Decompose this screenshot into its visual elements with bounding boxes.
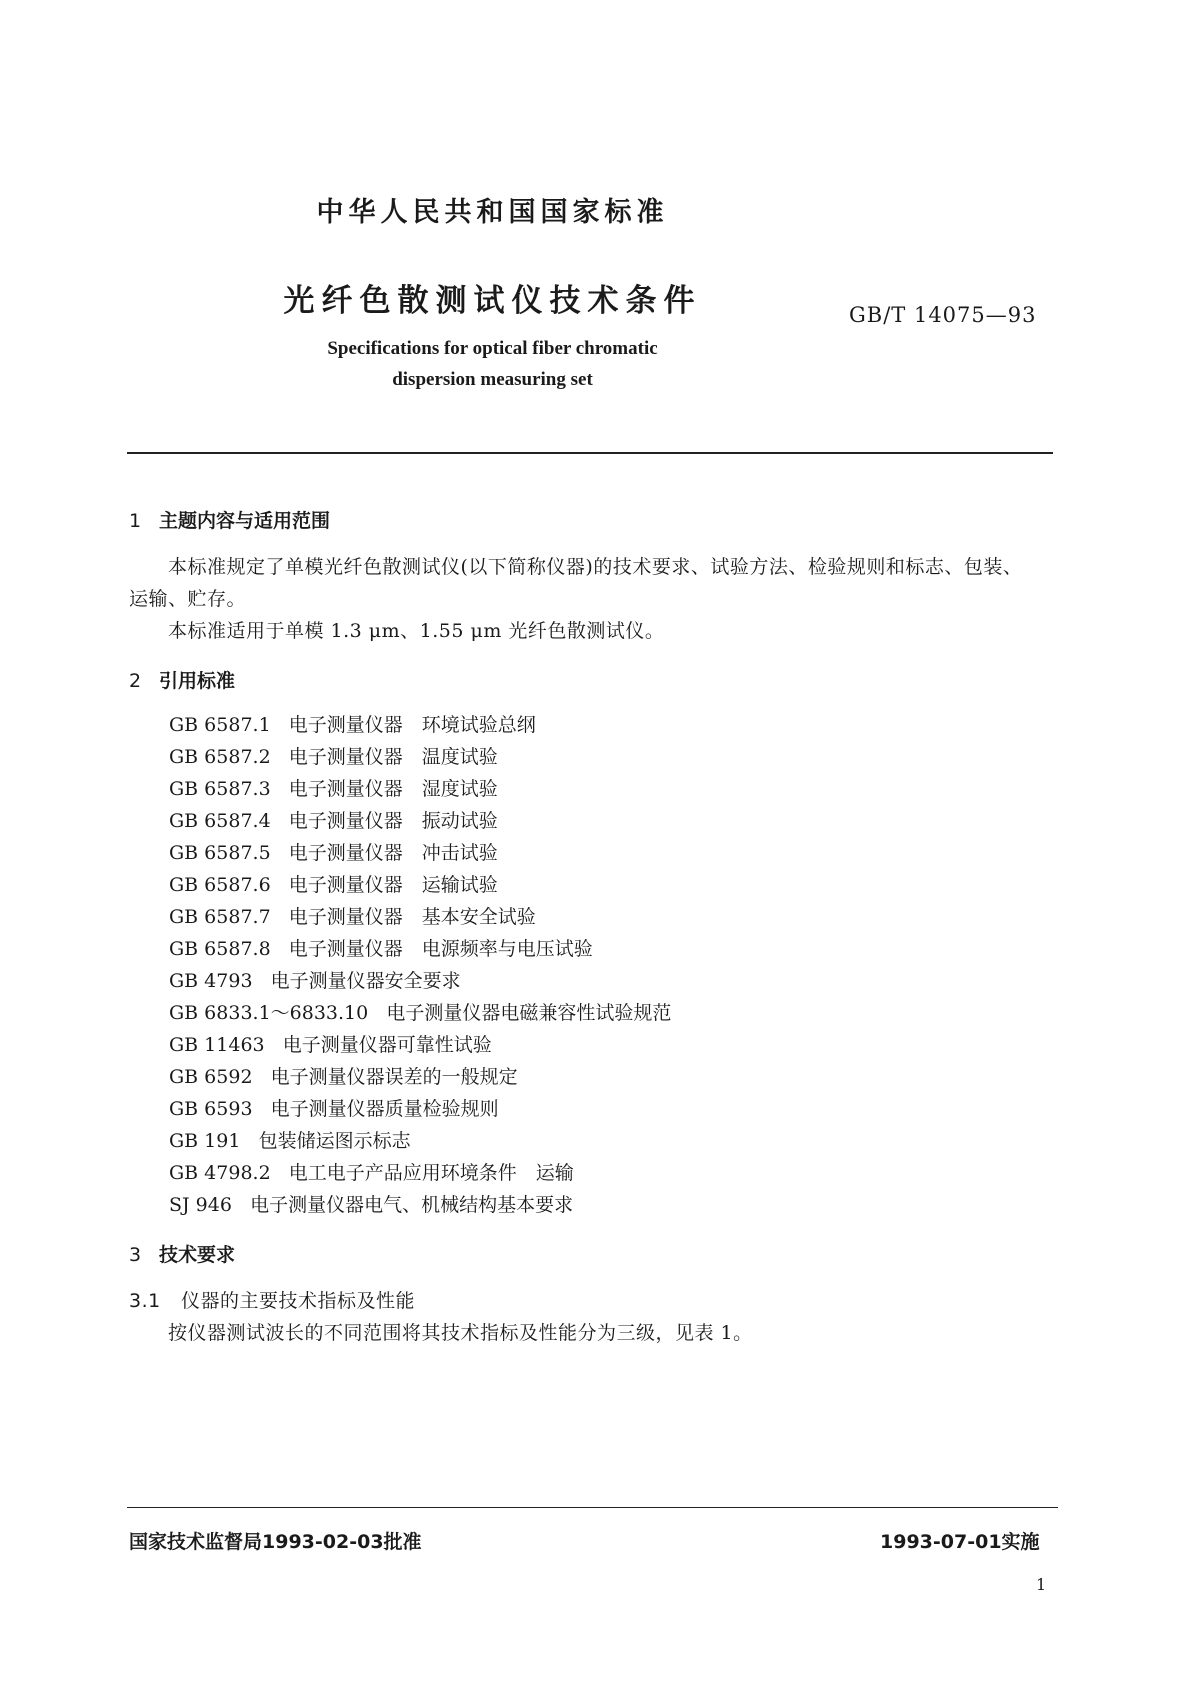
reference-title: 电子测量仪器可靠性试验 bbox=[282, 1034, 492, 1056]
english-title-line-1: Specifications for optical fiber chromatic bbox=[327, 338, 658, 359]
reference-title: 电工电子产品应用环境条件 运输 bbox=[288, 1162, 574, 1184]
reference-code: GB 11463 bbox=[169, 1034, 265, 1056]
reference-code: GB 4793 bbox=[169, 970, 253, 992]
reference-item bbox=[169, 1126, 411, 1153]
reference-title: 电子测量仪器误差的一般规定 bbox=[270, 1066, 518, 1088]
standard-number: GB/T 14075—93 bbox=[849, 303, 1037, 327]
reference-title: 电子测量仪器电磁兼容性试验规范 bbox=[386, 1002, 672, 1024]
reference-code: GB 4798.2 bbox=[169, 1162, 271, 1184]
reference-item bbox=[169, 1190, 573, 1217]
reference-title: 电子测量仪器 电源频率与电压试验 bbox=[288, 938, 593, 960]
reference-item bbox=[169, 1062, 518, 1089]
reference-title: 电子测量仪器 环境试验总纲 bbox=[288, 714, 536, 736]
reference-code: GB 6587.3 bbox=[169, 778, 271, 800]
reference-title: 电子测量仪器安全要求 bbox=[270, 970, 461, 992]
reference-title: 电子测量仪器 振动试验 bbox=[288, 810, 498, 832]
footer-divider bbox=[127, 1507, 1058, 1508]
national-standard-heading: 中华人民共和国国家标准 bbox=[316, 197, 669, 228]
reference-code: GB 6587.4 bbox=[169, 810, 271, 832]
reference-item bbox=[169, 966, 461, 993]
reference-code: GB 6587.5 bbox=[169, 842, 271, 864]
section-1-number: 1 bbox=[129, 510, 142, 532]
reference-code: GB 6833.1～6833.10 bbox=[169, 1002, 369, 1024]
subsection-3-1-paragraph: 按仪器测试波长的不同范围将其技术指标及性能分为三级，见表 1。 bbox=[168, 1322, 753, 1344]
reference-code: GB 6587.2 bbox=[169, 746, 271, 768]
document-title: 光纤色散测试仪技术条件 bbox=[283, 283, 702, 319]
reference-title: 电子测量仪器电气、机械结构基本要求 bbox=[250, 1194, 574, 1216]
header-divider bbox=[127, 452, 1053, 454]
section-1-paragraph-2: 本标准适用于单模 1.3 μm、1.55 μm 光纤色散测试仪。 bbox=[168, 620, 665, 642]
approval-date: 国家技术监督局1993-02-03批准 bbox=[129, 1531, 422, 1553]
reference-title: 电子测量仪器 运输试验 bbox=[288, 874, 498, 896]
reference-title: 电子测量仪器质量检验规则 bbox=[270, 1098, 499, 1120]
section-2-heading bbox=[129, 666, 235, 693]
subsection-3-1-title: 仪器的主要技术指标及性能 bbox=[181, 1290, 416, 1312]
page-number: 1 bbox=[1036, 1575, 1047, 1594]
reference-item bbox=[169, 902, 536, 929]
subsection-3-1-heading bbox=[129, 1286, 415, 1313]
section-3-title: 技术要求 bbox=[159, 1244, 236, 1266]
reference-code: GB 6592 bbox=[169, 1066, 253, 1088]
reference-item bbox=[169, 1158, 574, 1185]
reference-title: 包装储运图示标志 bbox=[258, 1130, 411, 1152]
reference-code: GB 6587.8 bbox=[169, 938, 271, 960]
reference-item bbox=[169, 710, 536, 737]
reference-title: 电子测量仪器 冲击试验 bbox=[288, 842, 498, 864]
section-2-title: 引用标准 bbox=[159, 670, 236, 692]
reference-title: 电子测量仪器 湿度试验 bbox=[288, 778, 498, 800]
reference-item bbox=[169, 806, 498, 833]
section-2-number: 2 bbox=[129, 670, 142, 692]
implementation-date: 1993-07-01实施 bbox=[880, 1531, 1040, 1553]
section-3-heading bbox=[129, 1240, 235, 1267]
section-1-title: 主题内容与适用范围 bbox=[159, 510, 331, 532]
reference-title: 电子测量仪器 基本安全试验 bbox=[288, 906, 536, 928]
reference-title: 电子测量仪器 温度试验 bbox=[288, 746, 498, 768]
reference-item bbox=[169, 870, 498, 897]
english-title-line-2: dispersion measuring set bbox=[392, 369, 593, 390]
section-1-heading bbox=[129, 506, 330, 533]
reference-code: GB 6587.1 bbox=[169, 714, 271, 736]
reference-code: GB 191 bbox=[169, 1130, 241, 1152]
section-1-paragraph-1-line-1: 本标准规定了单模光纤色散测试仪(以下简称仪器)的技术要求、试验方法、检验规则和标志、包装、 bbox=[168, 556, 1023, 578]
reference-code: GB 6587.7 bbox=[169, 906, 271, 928]
subsection-3-1-number: 3.1 bbox=[129, 1290, 161, 1312]
section-1-paragraph-1-line-2: 运输、贮存。 bbox=[129, 588, 247, 610]
reference-item bbox=[169, 742, 498, 769]
reference-item bbox=[169, 774, 498, 801]
reference-item bbox=[169, 1030, 492, 1057]
reference-item bbox=[169, 838, 498, 865]
reference-item bbox=[169, 998, 671, 1025]
reference-item bbox=[169, 934, 593, 961]
reference-code: GB 6593 bbox=[169, 1098, 253, 1120]
reference-code: SJ 946 bbox=[169, 1194, 232, 1216]
reference-code: GB 6587.6 bbox=[169, 874, 271, 896]
reference-item bbox=[169, 1094, 499, 1121]
section-3-number: 3 bbox=[129, 1244, 142, 1266]
